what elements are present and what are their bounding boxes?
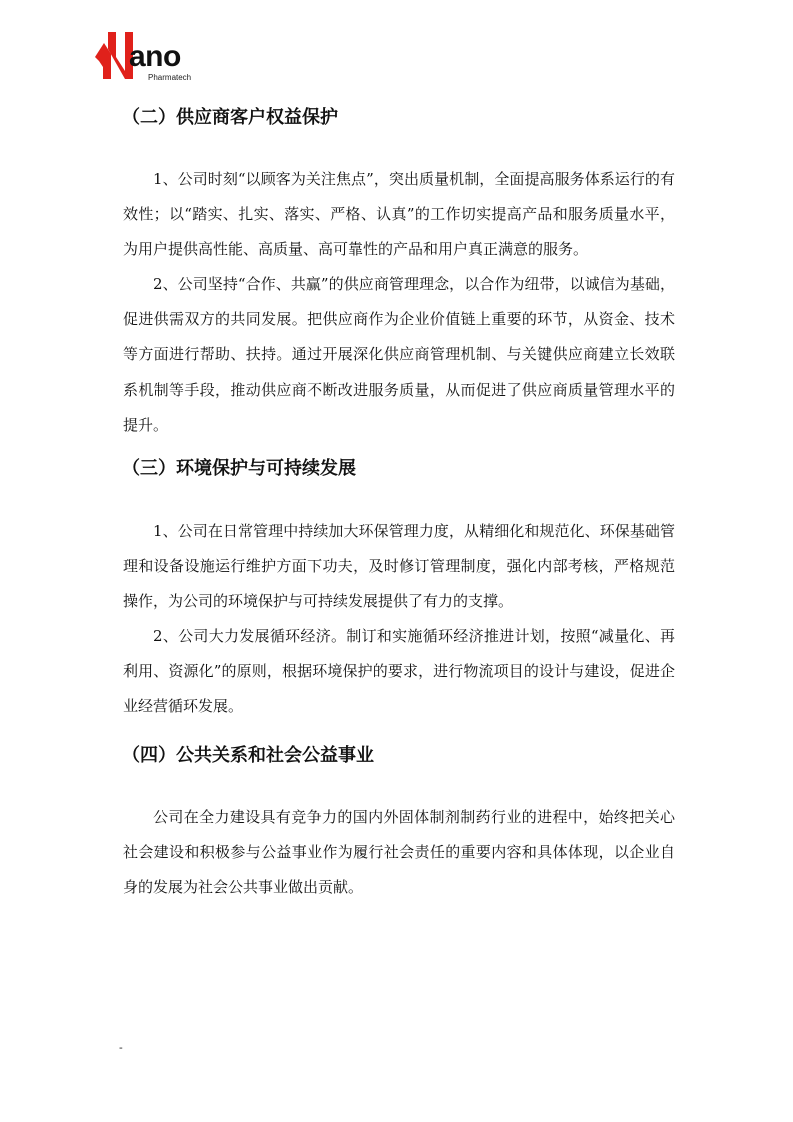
paragraph-public-welfare: 公司在全力建设具有竞争力的国内外固体制剂制药行业的进程中，始终把关心社会建设和积极参与公益事业作为履行社会责任的重要内容和具体体现，以企业自身的发展为社会公共事业做出贡献。	[123, 808, 675, 897]
section-title-environment: （三）环境保护与可持续发展	[122, 458, 356, 479]
paragraph-supplier-2: 2、公司坚持“合作、共赢”的供应商管理理念，以合作为纽带，以诚信为基础，促进供需双方的共同发展。把供应商作为企业价值链上重要的环节，从资金、技术等方面进行帮助、扶持。通过开展深化供应商管理机制、与关键供应商建立长效联系机制等手段，推动供应商不断改进服务质量，从而促进了供应商质量管理水平的提升。	[123, 275, 675, 434]
section-title-public-relations: （四）公共关系和社会公益事业	[122, 745, 374, 766]
section-title-supplier-rights: （二）供应商客户权益保护	[122, 107, 338, 128]
company-logo	[95, 27, 205, 85]
logo-wordmark: ano	[129, 40, 181, 73]
paragraph-supplier-1: 1、公司时刻“以顾客为关注焦点”，突出质量机制，全面提高服务体系运行的有效性；以“踏实、扎实、落实、严格、认真”的工作切实提高产品和服务质量水平，为用户提供高性能、高质量、高可靠性的产品和用户真正满意的服务。	[123, 170, 675, 259]
footer-mark: -	[119, 1041, 123, 1054]
logo-subtitle: Pharmatech	[148, 73, 192, 82]
paragraph-environment-1: 1、公司在日常管理中持续加大环保管理力度，从精细化和规范化、环保基础管理和设备设施运行维护方面下功夫，及时修订管理制度，强化内部考核，严格规范操作，为公司的环境保护与可持续发展提供了有力的支撑。	[123, 522, 675, 611]
paragraph-environment-2: 2、公司大力发展循环经济。制订和实施循环经济推进计划，按照“减量化、再利用、资源化”的原则，根据环境保护的要求，进行物流项目的设计与建设，促进企业经营循环发展。	[123, 627, 675, 716]
